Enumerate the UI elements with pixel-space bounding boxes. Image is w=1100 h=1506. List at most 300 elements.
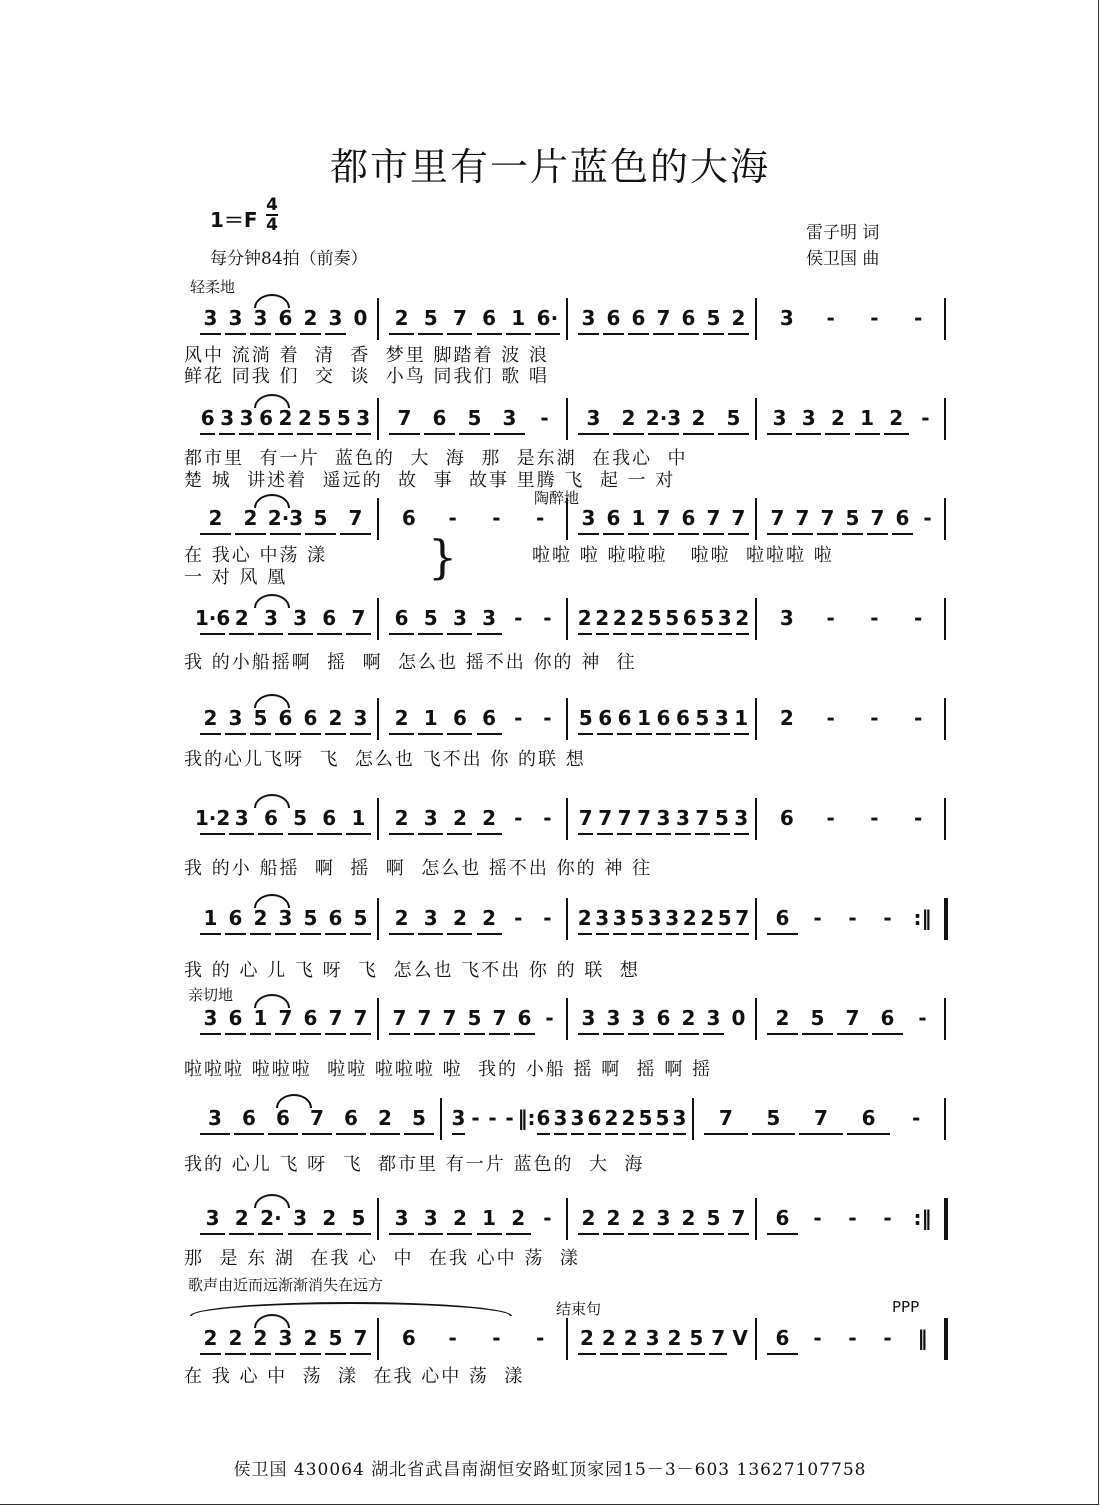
expression-gentle: 轻柔地 xyxy=(190,278,236,296)
note-r3-m3-5: 6 xyxy=(681,506,696,530)
note-r4-m1-5: 6 xyxy=(322,606,337,630)
note-r11-m4-4: - xyxy=(883,1326,892,1350)
note-r7-m3-8: 2 xyxy=(700,906,715,930)
beam-r5-m1-7 xyxy=(350,733,371,735)
note-r7-m2-6: - xyxy=(543,906,552,930)
note-r10-m4-4: - xyxy=(883,1206,892,1230)
note-r9-m2-14: 3 xyxy=(672,1106,687,1130)
note-r4-m4-4: - xyxy=(913,606,923,630)
footer-contact: 侯卫国 430064 湖北省武昌南湖恒安路虹顶家园15－3－603 13627107758 xyxy=(233,1460,867,1480)
beam-r2-m4-4 xyxy=(855,433,880,435)
note-r8-m2-5: 7 xyxy=(492,1006,507,1030)
note-r5-m2-5: - xyxy=(514,706,523,730)
beam-r8-m2-2 xyxy=(414,1033,435,1035)
note-r4-m3-10: 2 xyxy=(735,606,750,630)
note-r8-m3-4: 6 xyxy=(656,1006,671,1030)
note-r7-m1-6: 6 xyxy=(328,906,343,930)
beam-r3-m3-4 xyxy=(653,533,674,535)
note-r9-m1-7: 5 xyxy=(412,1106,426,1130)
beam-r8-m4-3 xyxy=(837,1033,868,1035)
beam-r2-m1-5 xyxy=(278,433,293,435)
note-r6-m4-1: 6 xyxy=(779,806,794,830)
beam-r1-m2-4 xyxy=(477,333,502,335)
note-r2-m4-1: 3 xyxy=(772,406,787,430)
note-r10-m4-1: 6 xyxy=(775,1206,790,1230)
note-r11-m1-3: 2 xyxy=(253,1326,268,1350)
beam-r4-m3-5 xyxy=(648,633,662,635)
note-r6-m3-5: 3 xyxy=(656,806,671,830)
note-r9-m2-7: 3 xyxy=(553,1106,568,1130)
beam-r11-m1-4 xyxy=(275,1353,296,1355)
note-r6-m4-4: - xyxy=(913,806,923,830)
beam-r1-m3-6 xyxy=(703,333,724,335)
note-r10-m1-2: 2 xyxy=(234,1206,249,1230)
lyric-row-1-verse-1: 风中 流淌 着 清 香 梦里 脚踏着 波 浪 xyxy=(184,345,549,366)
beam-r5-m3-2 xyxy=(597,733,612,735)
note-r10-m1-4: 3 xyxy=(293,1206,308,1230)
beam-r7-m3-2 xyxy=(596,933,610,935)
note-r8-m1-1: 3 xyxy=(203,1006,218,1030)
note-r3-m4-4: 5 xyxy=(845,506,860,530)
note-r9-m1-6: 2 xyxy=(378,1106,392,1130)
barline-end-r4 xyxy=(944,598,946,640)
beam-r7-m3-9 xyxy=(718,933,732,935)
note-r7-m3-5: 3 xyxy=(647,906,662,930)
note-r4-m3-2: 2 xyxy=(595,606,610,630)
note-r2-m3-2: 2 xyxy=(621,406,636,430)
note-r7-m3-4: 5 xyxy=(630,906,645,930)
note-r9-m2-1: 3 xyxy=(451,1106,466,1130)
note-r6-m3-6: 3 xyxy=(675,806,690,830)
note-r5-m4-4: - xyxy=(913,706,923,730)
note-r10-m4-5: :‖ xyxy=(913,1206,932,1230)
beam-r5-m2-1 xyxy=(389,733,414,735)
beam-r10-m2-1 xyxy=(389,1233,414,1235)
beam-r8-m1-1 xyxy=(200,1033,221,1035)
note-r1-m3-4: 7 xyxy=(656,306,671,330)
beam-r1-m2-2 xyxy=(418,333,443,335)
barline-r11-1 xyxy=(377,1318,379,1360)
beam-r4-m3-9 xyxy=(718,633,732,635)
beam-r11-m3-1 xyxy=(578,1353,596,1355)
note-r10-m3-3: 2 xyxy=(631,1206,646,1230)
note-r4-m4-2: - xyxy=(826,606,835,630)
barline-r5-1 xyxy=(377,698,379,740)
beam-r9-m1-4 xyxy=(302,1133,332,1135)
note-r3-m4-2: 7 xyxy=(795,506,810,530)
note-r10-m3-7: 7 xyxy=(731,1206,746,1230)
beam-r8-m3-3 xyxy=(628,1033,649,1035)
note-r5-m3-2: 6 xyxy=(598,706,613,730)
note-r1-m2-5: 1 xyxy=(511,306,526,330)
note-r4-m2-1: 6 xyxy=(394,606,409,630)
beam-r2-m2-1 xyxy=(389,433,420,435)
beam-r1-m1-1 xyxy=(200,333,221,335)
beam-r6-m3-1 xyxy=(578,833,593,835)
note-r1-m2-3: 7 xyxy=(452,306,467,330)
note-r7-m2-2: 3 xyxy=(423,906,438,930)
beam-r5-m1-2 xyxy=(225,733,246,735)
note-r3-m3-3: 1 xyxy=(631,506,646,530)
beam-r4-m1-4 xyxy=(288,633,313,635)
beam-r1-m1-3 xyxy=(250,333,271,335)
note-r11-m3-5: 2 xyxy=(667,1326,682,1350)
beam-r7-m1-2 xyxy=(225,933,246,935)
note-r6-m1-6: 1 xyxy=(351,806,366,830)
expression-ending: 结束句 xyxy=(556,1300,602,1318)
note-r7-m1-2: 6 xyxy=(228,906,243,930)
barline-r3-1 xyxy=(377,498,379,540)
song-title: 都市里有一片蓝色的大海 xyxy=(329,145,770,189)
note-r3-m3-4: 7 xyxy=(656,506,671,530)
beam-r6-m2-2 xyxy=(418,833,443,835)
beam-r7-m3-3 xyxy=(613,933,627,935)
note-r10-m4-3: - xyxy=(848,1206,857,1230)
beam-r9-m2-13 xyxy=(656,1133,669,1135)
note-r4-m2-3: 3 xyxy=(452,606,467,630)
beam-r7-m2-4 xyxy=(477,933,502,935)
beam-r7-m1-5 xyxy=(300,933,321,935)
beam-r5-m2-4 xyxy=(477,733,502,735)
beam-r10-m3-3 xyxy=(628,1233,649,1235)
note-r11-m4-1: 6 xyxy=(775,1326,790,1350)
note-r9-m2-6: 6 xyxy=(536,1106,551,1130)
note-r1-m1-5: 2 xyxy=(303,306,318,330)
beam-r10-m4-1 xyxy=(767,1233,798,1235)
beam-r9-m3-3 xyxy=(799,1133,843,1135)
beam-r6-m1-5 xyxy=(317,833,342,835)
beam-r3-m1-4 xyxy=(305,533,336,535)
barline-end-r5 xyxy=(944,698,946,740)
note-r4-m1-2: 2 xyxy=(234,606,249,630)
note-r8-m3-1: 3 xyxy=(581,1006,596,1030)
note-r11-m3-1: 2 xyxy=(579,1326,594,1350)
beam-r6-m3-8 xyxy=(714,833,729,835)
note-r9-m2-2: - xyxy=(471,1106,480,1130)
barline-end-r8 xyxy=(944,998,946,1040)
beam-r5-m1-1 xyxy=(200,733,221,735)
note-r1-m1-2: 3 xyxy=(228,306,243,330)
beam-r4-m3-7 xyxy=(683,633,697,635)
barline-r2-1 xyxy=(377,398,379,440)
note-r10-m3-4: 3 xyxy=(656,1206,671,1230)
note-r7-m2-1: 2 xyxy=(394,906,409,930)
beam-r11-m1-5 xyxy=(300,1353,321,1355)
note-r4-m3-5: 5 xyxy=(647,606,662,630)
note-r5-m3-1: 5 xyxy=(578,706,593,730)
beam-r7-m3-7 xyxy=(683,933,697,935)
beam-r10-m1-3 xyxy=(258,1233,283,1235)
barline-end-r10 xyxy=(944,1198,948,1240)
note-r2-m2-4: 3 xyxy=(502,406,517,430)
note-r10-m2-5: 2 xyxy=(511,1206,526,1230)
note-r9-m3-4: 6 xyxy=(861,1106,876,1130)
beam-r6-m1-2 xyxy=(229,833,254,835)
note-r5-m4-3: - xyxy=(870,706,879,730)
note-r7-m4-4: - xyxy=(883,906,892,930)
beam-r9-m2-8 xyxy=(571,1133,584,1135)
beam-r4-m3-8 xyxy=(701,633,715,635)
note-r11-m1-5: 2 xyxy=(303,1326,318,1350)
beam-r3-m3-2 xyxy=(603,533,624,535)
note-r5-m3-7: 5 xyxy=(695,706,710,730)
note-r1-m1-7: 0 xyxy=(353,306,368,330)
beam-r9-m2-14 xyxy=(673,1133,686,1135)
beam-r2-m2-3 xyxy=(459,433,490,435)
beam-r9-m3-4 xyxy=(847,1133,891,1135)
beam-r10-m3-6 xyxy=(703,1233,724,1235)
note-r1-m3-7: 2 xyxy=(731,306,746,330)
beam-r8-m3-6 xyxy=(703,1033,724,1035)
note-r3-m2-3: - xyxy=(492,506,501,530)
note-r2-m2-5: - xyxy=(540,406,549,430)
note-r11-m2-1: 6 xyxy=(401,1326,416,1350)
beam-r1-m3-7 xyxy=(728,333,749,335)
tempo-marking: 每分钟84拍（前奏） xyxy=(210,249,368,269)
note-r5-m1-3: 5 xyxy=(253,706,268,730)
beam-r6-m3-7 xyxy=(695,833,710,835)
barline-end-r2 xyxy=(944,398,946,440)
note-r1-m4-3: - xyxy=(870,306,879,330)
note-r3-m2-2: - xyxy=(448,506,457,530)
note-r4-m2-5: - xyxy=(514,606,523,630)
beam-r6-m3-2 xyxy=(597,833,612,835)
note-r3-m1-4: 5 xyxy=(313,506,328,530)
note-r2-m3-4: 2 xyxy=(691,406,706,430)
note-r9-m2-8: 3 xyxy=(570,1106,585,1130)
note-r11-m2-4: - xyxy=(535,1326,545,1350)
beam-r11-m1-6 xyxy=(325,1353,346,1355)
note-r3-m4-6: 6 xyxy=(895,506,910,530)
note-r4-m3-6: 5 xyxy=(665,606,680,630)
beam-r8-m3-5 xyxy=(678,1033,699,1035)
note-r8-m1-4: 7 xyxy=(278,1006,293,1030)
verse-brace: } xyxy=(428,530,458,584)
beam-r7-m2-2 xyxy=(418,933,443,935)
note-r2-m1-3: 3 xyxy=(239,406,254,430)
lyric-row-3-la: 啦啦 啦 啦啦啦 啦啦 啦啦啦 啦 xyxy=(532,545,834,566)
note-r6-m1-1: 1·2 xyxy=(194,806,231,830)
note-r2-m2-1: 7 xyxy=(397,406,412,430)
barline-r10-2 xyxy=(566,1198,568,1240)
key-signature: 1＝F xyxy=(210,208,258,232)
lyric-row-2-verse-2: 楚 城 讲述着 遥远的 故 事 故事 里腾 飞 起 一 对 xyxy=(184,470,676,491)
beam-r2-m3-4 xyxy=(683,433,714,435)
beam-r4-m3-2 xyxy=(596,633,610,635)
note-r1-m3-6: 5 xyxy=(706,306,721,330)
beam-r2-m1-4 xyxy=(258,433,273,435)
note-r9-m2-3: - xyxy=(488,1106,497,1130)
note-r9-m1-5: 6 xyxy=(344,1106,358,1130)
beam-r5-m3-6 xyxy=(675,733,690,735)
beam-r1-m1-2 xyxy=(225,333,246,335)
barline-r5-2 xyxy=(566,698,568,740)
beam-r7-m1-3 xyxy=(250,933,271,935)
barline-r1-1 xyxy=(377,298,379,340)
beam-r8-m1-4 xyxy=(275,1033,296,1035)
note-r2-m1-1: 6 xyxy=(200,406,215,430)
beam-r2-m2-4 xyxy=(494,433,525,435)
beam-r10-m3-4 xyxy=(653,1233,674,1235)
beam-r5-m1-6 xyxy=(325,733,346,735)
beam-r4-m3-10 xyxy=(736,633,750,635)
note-r6-m2-4: 2 xyxy=(482,806,497,830)
note-r6-m2-1: 2 xyxy=(394,806,409,830)
note-r9-m1-2: 6 xyxy=(242,1106,256,1130)
barline-r11-3 xyxy=(755,1318,757,1360)
beam-r3-m1-5 xyxy=(340,533,371,535)
time-signature-top: 4 xyxy=(266,195,278,215)
beam-r7-m3-4 xyxy=(631,933,645,935)
expression-intoxicated: 陶醉地 xyxy=(534,489,580,507)
note-r9-m2-11: 2 xyxy=(621,1106,636,1130)
beam-r2-m2-2 xyxy=(424,433,455,435)
barline-end-r1 xyxy=(944,298,946,340)
beam-r1-m2-6 xyxy=(535,333,560,335)
note-r7-m4-1: 6 xyxy=(775,906,790,930)
note-r3-m4-7: - xyxy=(923,506,932,530)
note-r8-m4-2: 5 xyxy=(810,1006,825,1030)
beam-r6-m3-6 xyxy=(675,833,690,835)
barline-r10-1 xyxy=(377,1198,379,1240)
note-r1-m4-2: - xyxy=(826,306,835,330)
beam-r1-m2-1 xyxy=(389,333,414,335)
time-signature xyxy=(266,196,278,234)
note-r8-m2-4: 5 xyxy=(467,1006,482,1030)
beam-r4-m2-1 xyxy=(389,633,414,635)
note-r11-m3-8: V xyxy=(732,1326,748,1350)
note-r2-m4-4: 1 xyxy=(860,406,875,430)
note-r2-m1-2: 3 xyxy=(220,406,235,430)
barline-r8-3 xyxy=(755,998,757,1040)
note-r6-m2-6: - xyxy=(543,806,552,830)
note-r7-m1-5: 5 xyxy=(303,906,318,930)
beam-r7-m2-1 xyxy=(389,933,414,935)
beam-r4-m2-3 xyxy=(447,633,472,635)
beam-r1-m1-5 xyxy=(300,333,321,335)
note-r9-m2-5: ‖: xyxy=(517,1106,536,1130)
lyric-row-3-verse-1: 在 我心 中荡 漾 xyxy=(184,545,328,566)
note-r4-m3-4: 2 xyxy=(630,606,645,630)
note-r6-m4-3: - xyxy=(870,806,879,830)
barline-r8-2 xyxy=(566,998,568,1040)
beam-r10-m1-5 xyxy=(317,1233,342,1235)
note-r2-m2-2: 6 xyxy=(432,406,447,430)
beam-r6-m1-6 xyxy=(346,833,371,835)
note-r3-m1-2: 2 xyxy=(243,506,258,530)
note-r9-m1-4: 7 xyxy=(310,1106,324,1130)
beam-r10-m1-6 xyxy=(346,1233,371,1235)
beam-r10-m1-1 xyxy=(200,1233,225,1235)
beam-r10-m3-1 xyxy=(578,1233,599,1235)
note-r11-m1-2: 2 xyxy=(228,1326,243,1350)
beam-r6-m3-4 xyxy=(636,833,651,835)
note-r8-m3-6: 3 xyxy=(706,1006,721,1030)
note-r6-m2-3: 2 xyxy=(452,806,467,830)
barline-r9-2 xyxy=(692,1098,694,1140)
beam-r3-m1-2 xyxy=(235,533,266,535)
note-r3-m1-1: 2 xyxy=(208,506,223,530)
note-r8-m4-3: 7 xyxy=(845,1006,860,1030)
note-r9-m2-12: 5 xyxy=(638,1106,653,1130)
beam-r7-m1-7 xyxy=(350,933,371,935)
barline-r7-3 xyxy=(755,898,757,940)
note-r9-m2-13: 5 xyxy=(655,1106,670,1130)
note-r10-m2-1: 3 xyxy=(394,1206,409,1230)
beam-r6-m1-4 xyxy=(288,833,313,835)
note-r7-m3-1: 2 xyxy=(577,906,592,930)
beam-r6-m2-1 xyxy=(389,833,414,835)
beam-r9-m2-1 xyxy=(452,1133,465,1135)
beam-r2-m4-5 xyxy=(884,433,909,435)
note-r9-m1-3: 6 xyxy=(276,1106,290,1130)
note-r3-m1-3: 2·3 xyxy=(267,506,304,530)
note-r1-m1-1: 3 xyxy=(203,306,218,330)
note-r5-m2-2: 1 xyxy=(423,706,438,730)
lyric-row-11: 在 我 心 中 荡 漾 在我 心中 荡 漾 xyxy=(184,1366,525,1387)
note-r5-m1-2: 3 xyxy=(228,706,243,730)
beam-r9-m2-7 xyxy=(554,1133,567,1135)
note-r4-m3-7: 6 xyxy=(682,606,697,630)
lyric-row-7: 我 的 心 儿 飞 呀 飞 怎么也 飞不出 你 的 联 想 xyxy=(184,960,640,981)
note-r10-m3-1: 2 xyxy=(581,1206,596,1230)
note-r8-m2-7: - xyxy=(545,1006,554,1030)
note-r7-m2-3: 2 xyxy=(452,906,467,930)
beam-r11-m4-1 xyxy=(767,1353,798,1355)
beam-r10-m3-2 xyxy=(603,1233,624,1235)
lyric-row-5: 我的心儿飞呀 飞 怎么也 飞不出 你 的联 想 xyxy=(184,749,586,770)
time-signature-bottom: 4 xyxy=(266,215,278,235)
note-r2-m1-8: 5 xyxy=(336,406,351,430)
beam-r9-m1-3 xyxy=(268,1133,298,1135)
note-r11-m4-3: - xyxy=(848,1326,857,1350)
note-r2-m3-3: 2·3 xyxy=(645,406,682,430)
note-r8-m2-6: 6 xyxy=(517,1006,532,1030)
note-r8-m1-5: 6 xyxy=(303,1006,318,1030)
beam-r9-m2-11 xyxy=(622,1133,635,1135)
beam-r11-m3-2 xyxy=(600,1353,618,1355)
note-r1-m1-6: 3 xyxy=(328,306,343,330)
note-r7-m3-10: 7 xyxy=(735,906,750,930)
beam-r2-m1-7 xyxy=(317,433,332,435)
beam-r3-m3-5 xyxy=(678,533,699,535)
note-r4-m1-6: 7 xyxy=(351,606,366,630)
note-r11-m3-7: 7 xyxy=(711,1326,726,1350)
beam-r9-m1-7 xyxy=(404,1133,434,1135)
beam-r8-m4-4 xyxy=(872,1033,903,1035)
beam-r2-m3-5 xyxy=(718,433,749,435)
beam-r8-m4-2 xyxy=(802,1033,833,1035)
beam-r4-m3-3 xyxy=(613,633,627,635)
note-r3-m1-5: 7 xyxy=(348,506,363,530)
note-r6-m2-2: 3 xyxy=(423,806,438,830)
note-r3-m4-5: 7 xyxy=(870,506,885,530)
note-r8-m2-1: 7 xyxy=(392,1006,407,1030)
note-r6-m1-4: 5 xyxy=(293,806,308,830)
beam-r7-m3-10 xyxy=(736,933,750,935)
beam-r9-m2-9 xyxy=(588,1133,601,1135)
note-r11-m3-4: 3 xyxy=(645,1326,660,1350)
barline-r4-2 xyxy=(566,598,568,640)
note-r2-m3-5: 5 xyxy=(726,406,741,430)
beam-r8-m2-5 xyxy=(489,1033,510,1035)
note-r2-m1-9: 3 xyxy=(356,406,371,430)
note-r7-m3-2: 3 xyxy=(595,906,610,930)
beam-r9-m2-12 xyxy=(639,1133,652,1135)
note-r10-m1-6: 5 xyxy=(351,1206,366,1230)
note-r3-m3-6: 7 xyxy=(706,506,721,530)
beam-r2-m4-1 xyxy=(767,433,792,435)
